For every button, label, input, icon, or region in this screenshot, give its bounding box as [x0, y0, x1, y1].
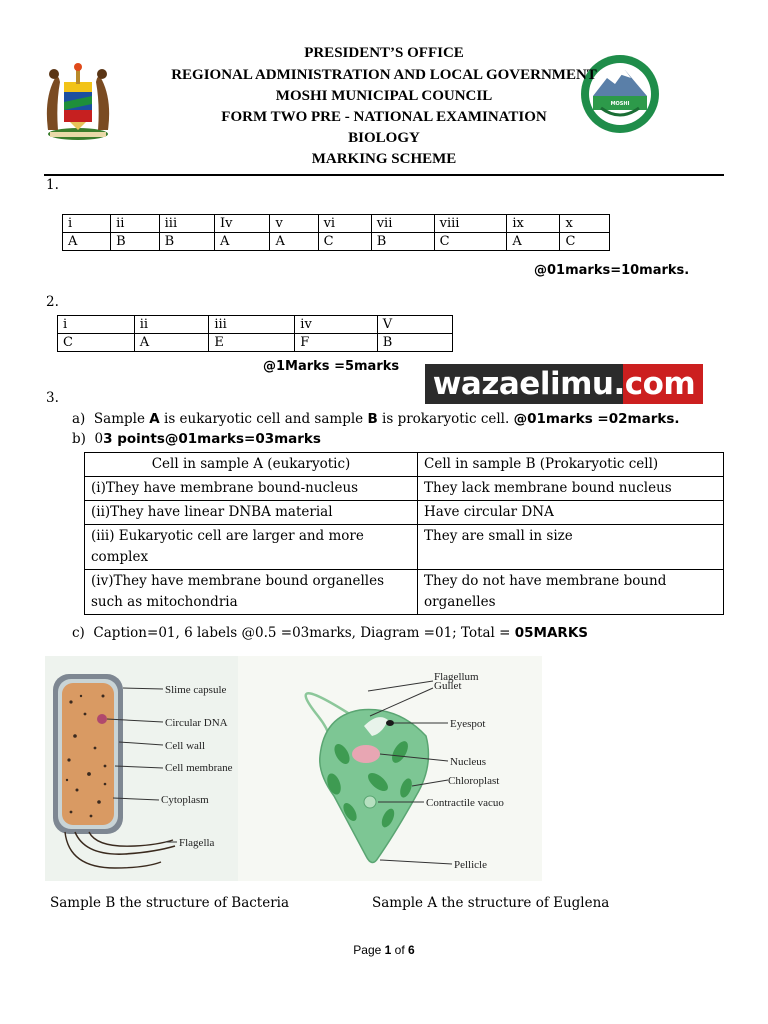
q1-answer-row	[63, 233, 610, 251]
header-line-1: PRESIDENT’S OFFICE	[304, 45, 464, 61]
comparison-header-a: Cell in sample A (eukaryotic)	[85, 453, 418, 477]
q2-answer-cell: B	[377, 334, 452, 352]
q1-answer-cell: A	[507, 233, 560, 251]
prokaryotic-cell: They are small in size	[418, 525, 724, 570]
q2-header-cell: iii	[209, 316, 295, 334]
q3b-label: b)	[72, 431, 86, 447]
q3a-post: is prokaryotic cell.	[377, 411, 514, 427]
footer-page-num: 1	[384, 943, 392, 957]
q1-header-row	[63, 215, 610, 233]
q2-number: 2.	[46, 294, 59, 310]
header-line-4: FORM TWO PRE - NATIONAL EXAMINATION	[221, 109, 547, 125]
q1-answer-cell: B	[159, 233, 214, 251]
q2-answer-table	[57, 315, 453, 352]
table-row	[85, 525, 724, 570]
q3-part-a	[72, 411, 680, 427]
header-line-2: REGIONAL ADMINISTRATION AND LOCAL GOVERNMENT	[171, 67, 597, 83]
q3a-sample-a: A	[149, 411, 160, 427]
q2-header-cell: i	[58, 316, 135, 334]
header-line-6: MARKING SCHEME	[311, 151, 457, 167]
prokaryotic-cell: Have circular DNA	[418, 501, 724, 525]
q3c-total: 05MARKS	[514, 625, 589, 641]
q3c-label: c)	[72, 625, 85, 641]
watermark-text	[425, 364, 703, 404]
cell-comparison-table	[84, 452, 724, 615]
table-row	[85, 501, 724, 525]
label-flagella: Flagella	[179, 837, 215, 849]
euglena-diagram	[238, 656, 542, 881]
prokaryotic-cell: They do not have membrane bound organelles	[418, 570, 724, 615]
footer-of-word: of	[391, 943, 409, 957]
watermark-left-text: wazaelimu	[432, 366, 614, 402]
q1-header-cell: vii	[371, 215, 434, 233]
header-line-5: BIOLOGY	[348, 130, 420, 146]
wazaelimu-watermark	[425, 364, 703, 404]
q3b-text: 3 points@01marks=03marks	[103, 431, 321, 447]
eukaryotic-cell: (iv)They have membrane bound organelles such as mitochondria	[85, 570, 418, 615]
table-row	[85, 477, 724, 501]
label-pellicle: Pellicle	[454, 859, 487, 871]
eukaryotic-cell: (ii)They have linear DNBA material	[85, 501, 418, 525]
q1-number: 1.	[46, 177, 59, 193]
q3-part-b	[72, 431, 321, 447]
q1-answer-table	[62, 214, 610, 251]
label-gullet: Gullet	[434, 680, 462, 692]
q2-marks: @1Marks =5marks	[263, 359, 400, 374]
label-eyespot: Eyespot	[450, 718, 486, 730]
q3a-label: a)	[72, 411, 86, 427]
q2-header-cell: iv	[295, 316, 377, 334]
q3-part-c	[72, 625, 588, 641]
table-row	[85, 570, 724, 615]
q3-number: 3.	[46, 390, 59, 406]
logo-moshi-text: MOSHI	[610, 101, 630, 107]
label-flagellum: Flagellum	[434, 671, 479, 683]
comparison-header-b: Cell in sample B (Prokaryotic cell)	[418, 453, 724, 477]
euglena-caption: Sample A the structure of Euglena	[372, 895, 610, 911]
bacteria-caption: Sample B the structure of Bacteria	[50, 895, 290, 911]
q1-header-cell: ii	[111, 215, 160, 233]
q3a-sample-b: B	[367, 411, 378, 427]
q1-answer-cell: A	[215, 233, 270, 251]
q1-answer-cell: C	[318, 233, 371, 251]
bacteria-diagram	[45, 656, 238, 881]
q1-header-cell: viii	[434, 215, 507, 233]
page-number-footer	[0, 943, 768, 957]
label-cytoplasm: Cytoplasm	[161, 794, 209, 806]
footer-page-word: Page	[353, 943, 385, 957]
q1-answer-cell: C	[434, 233, 507, 251]
q3b-pre: 0	[94, 431, 104, 447]
q1-answer-cell: A	[63, 233, 111, 251]
q1-header-cell: Iv	[215, 215, 270, 233]
header-divider	[44, 174, 724, 176]
q1-header-cell: v	[270, 215, 318, 233]
label-contractile-vacuole: Contractile vacuo	[426, 797, 504, 809]
header-line-3: MOSHI MUNICIPAL COUNCIL	[275, 88, 493, 104]
q3a-marks: @01marks =02marks.	[513, 411, 680, 427]
q2-header-cell: V	[377, 316, 452, 334]
q1-answer-cell: A	[270, 233, 318, 251]
label-chloroplast: Chloroplast	[448, 775, 500, 787]
label-cell-membrane: Cell membrane	[165, 762, 233, 774]
q1-header-cell: x	[560, 215, 610, 233]
q2-answer-cell: C	[58, 334, 135, 352]
q1-header-cell: i	[63, 215, 111, 233]
watermark-right-text: .com	[613, 366, 696, 402]
q2-header-cell: ii	[134, 316, 209, 334]
footer-page-total: 6	[408, 943, 415, 957]
q2-header-row	[58, 316, 453, 334]
q3c-text: Caption=01, 6 labels @0.5 =03marks, Diagram =01; Total =	[93, 625, 515, 641]
q1-marks: @01marks=10marks.	[534, 263, 690, 278]
q1-answer-cell: C	[560, 233, 610, 251]
q2-answer-row	[58, 334, 453, 352]
label-circular-dna: Circular DNA	[165, 717, 228, 729]
q3a-pre: Sample	[93, 411, 150, 427]
q1-answer-cell: B	[371, 233, 434, 251]
q1-header-cell: ix	[507, 215, 560, 233]
eukaryotic-cell: (iii) Eukaryotic cell are larger and more complex	[85, 525, 418, 570]
q1-answer-cell: B	[111, 233, 160, 251]
eukaryotic-cell: (i)They have membrane bound-nucleus	[85, 477, 418, 501]
comparison-header-row	[85, 453, 724, 477]
label-slime-capsule: Slime capsule	[165, 684, 227, 696]
q1-header-cell: iii	[159, 215, 214, 233]
q2-answer-cell: A	[134, 334, 209, 352]
q3a-mid: is eukaryotic cell and sample	[159, 411, 368, 427]
q2-answer-cell: E	[209, 334, 295, 352]
q1-header-cell: vi	[318, 215, 371, 233]
prokaryotic-cell: They lack membrane bound nucleus	[418, 477, 724, 501]
label-nucleus: Nucleus	[450, 756, 487, 768]
label-cell-wall: Cell wall	[165, 740, 206, 752]
q2-answer-cell: F	[295, 334, 377, 352]
